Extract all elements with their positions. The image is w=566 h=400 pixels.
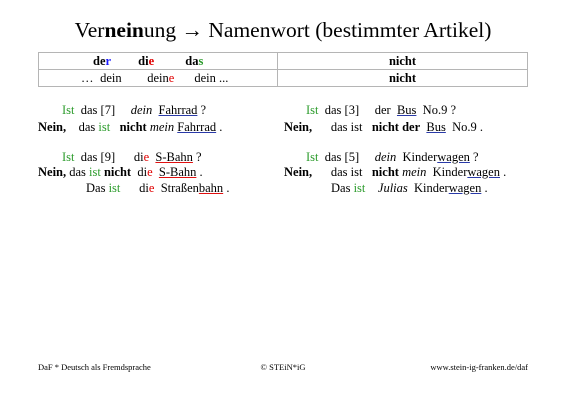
footer-right: www.stein-ig-franken.de/daf bbox=[430, 362, 528, 372]
article-das: das bbox=[185, 53, 204, 68]
footer-center: © STEiN*iG bbox=[260, 362, 306, 372]
example-3-question: Ist das [9] die S-Bahn ? bbox=[62, 150, 202, 164]
footer-left: DaF * Deutsch als Fremdsprache bbox=[38, 362, 151, 372]
example-4-correction: Das ist Julias Kinderwagen . bbox=[331, 181, 488, 195]
article-row bbox=[39, 53, 528, 70]
page-title: Verneinung → Namenwort (bestimmter Artikel) bbox=[74, 18, 492, 42]
example-2-question: Ist das [3] der Bus No.9 ? bbox=[306, 103, 456, 117]
article-cell bbox=[39, 53, 278, 70]
example-4-answer: Nein, das ist nicht mein Kinderwagen . bbox=[284, 165, 507, 179]
article-die: die bbox=[138, 53, 155, 68]
example-1-question: Ist das [7] dein Fahrrad ? bbox=[62, 103, 207, 117]
example-3-answer: Nein, das ist nicht die S-Bahn . bbox=[38, 165, 203, 179]
article-table bbox=[38, 52, 528, 87]
negation-cell-2: nicht bbox=[278, 70, 528, 87]
example-4-question: Ist das [5] dein Kinderwagen ? bbox=[306, 150, 479, 164]
possessive-dein: dein bbox=[100, 70, 122, 85]
possessive-deine: deine bbox=[147, 70, 175, 85]
possessive-cell: … dein deine dein ... bbox=[39, 70, 278, 87]
article-der: der bbox=[93, 53, 112, 68]
example-1-answer: Nein, das ist nicht mein Fahrrad . bbox=[38, 120, 223, 134]
possessive-dein-2: dein bbox=[194, 70, 216, 85]
example-3-correction: Das ist die Straßenbahn . bbox=[86, 181, 230, 195]
negation-cell: nicht bbox=[278, 53, 528, 70]
possessive-row bbox=[39, 70, 528, 87]
example-2-answer: Nein, das ist nicht der Bus No.9 . bbox=[284, 120, 483, 134]
